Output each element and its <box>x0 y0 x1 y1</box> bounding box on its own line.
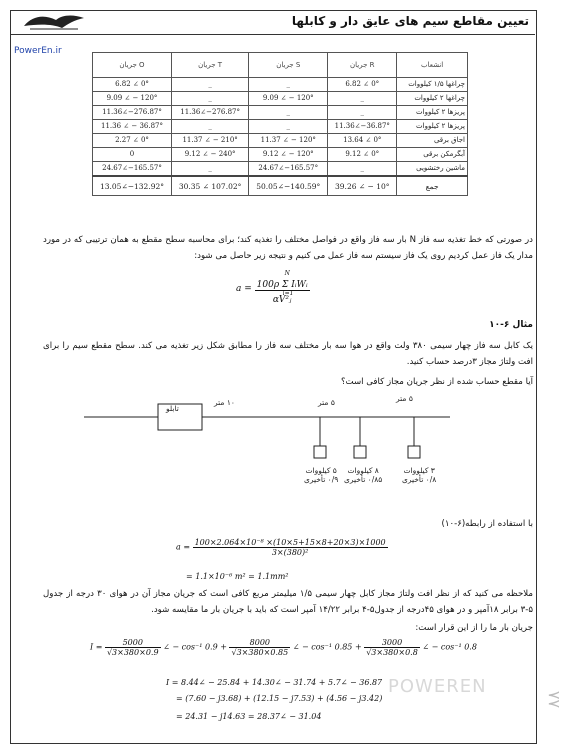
formula4-line3: = 24.31 − j14.63 = 28.37∠ − 31.04 <box>176 712 322 721</box>
page-number: ۸۸ <box>544 690 564 709</box>
load-label-2: ۸ کیلووات ۰/۸۵ تأخیری <box>344 466 383 484</box>
table-row <box>93 120 468 134</box>
table-row <box>93 78 468 92</box>
table-cell: 9.12 ∠ 0° <box>328 148 397 162</box>
table-cell: 11.36∠−276.87° <box>93 106 172 120</box>
table-cell: _ <box>328 162 397 177</box>
column-header: جریان R <box>328 53 397 78</box>
formula3-t1-den: √3×380×0.9 <box>106 648 159 657</box>
table-cell: 13.64 ∠ 0° <box>328 134 397 148</box>
table-cell: 9.12 ∠ − 120° <box>249 148 328 162</box>
table-row <box>93 134 468 148</box>
table-cell: 30.35 ∠ 107.02° <box>172 176 249 196</box>
table-cell: 9.09 ∠ − 120° <box>249 92 328 106</box>
formula3-t3-tail: ∠ − cos⁻¹ 0.8 <box>422 642 477 652</box>
segment-label-1: ۱۰ متر <box>214 398 235 407</box>
table-row <box>93 92 468 106</box>
table-cell: _ <box>172 120 249 134</box>
watermark: POWEREN <box>388 676 487 697</box>
sum-upper-limit: N <box>284 270 290 277</box>
load-box-2 <box>354 446 366 458</box>
load-label-1: ۵ کیلووات ۰/۹ تأخیری <box>304 466 339 484</box>
sum-lower-limit: i=1 <box>282 290 294 297</box>
table-cell: _ <box>172 162 249 177</box>
currents-table <box>92 52 468 196</box>
formula2-denominator: 3×(380)² <box>271 548 309 557</box>
logo-icon <box>22 12 86 32</box>
table-cell: 0 <box>93 148 172 162</box>
formula-section <box>236 272 310 305</box>
segment-label-2: ۵ متر <box>318 398 335 407</box>
formula2-numerator: 100×2.064×10⁻⁸ ×(10×5+15×8+20×3)×1000 <box>194 538 386 547</box>
table-cell: _ <box>249 106 328 120</box>
formula-numerator: 100ρ Σ IᵢWᵢ <box>256 280 308 290</box>
table-cell: 24.67∠−165.57° <box>249 162 328 177</box>
table-cell: 11.37 ∠ − 120° <box>249 134 328 148</box>
formula-section-2 <box>176 538 388 557</box>
panel-label: تابلو <box>166 404 179 413</box>
table-cell: 11.37 ∠ − 210° <box>172 134 249 148</box>
table-cell: 9.09 ∠ − 120° <box>93 92 172 106</box>
formula4-line2: = (7.60 − j3.68) + (12.15 − j7.53) + (4.56 − j3.42) <box>176 694 383 703</box>
formula3-t2-den: √3×380×0.85 <box>231 648 289 657</box>
paragraph-problem: یک کابل سه فاز چهار سیمی ۳۸۰ ولت واقع در هوا سه بار مختلف سه فاز را مطابق شکل زیر تغذیه می کند. سطح مقطع سیم را برای افت ولتاژ مجاز ۳درصد حساب کنید. <box>43 341 533 367</box>
load-name-cell: پریزها ۲ کیلووات <box>397 106 468 120</box>
load-name-cell: آبگرمکن برقی <box>397 148 468 162</box>
table-cell: _ <box>328 92 397 106</box>
paragraph-intro: در صورتی که خط تغذیه سه فاز N بار سه فاز واقع در فواصل مختلف را تغذیه کند؛ برای محاسبه سطح مقطع به همان ترتیبی که در مورد مدار یک فاز عمل کردیم روی یک فاز سیستم سه فاز عمل می کنیم و نتیجه زیر حاصل می شود: <box>43 235 533 261</box>
load-name-cell: ماشین رختشویی <box>397 162 468 177</box>
table-cell: جمع <box>397 176 468 196</box>
example-title: مثال ۶-۱۰ <box>489 320 533 330</box>
table-cell: 11.36 ∠ − 36.87° <box>93 120 172 134</box>
paragraph-formula-ref: با استفاده از رابطه(۶-۱۰) <box>441 519 533 529</box>
table-total-row <box>93 176 468 196</box>
table-cell: 24.67∠−165.57° <box>93 162 172 177</box>
paragraph-check: ملاحظه می کنید که از نظر افت ولتاژ مجاز کابل چهار سیمی ۱/۵ میلیمتر مربع کافی است که جریان مجاز آن در هوای ۳۰ درجه از جدول ۵-۳ برابر ۱۸آمپر و در هوای ۴۵درجه از جدول۵-۴ برابر ۱۴/۲۲ آمپر است که باید با جریان بار ما مقایسه شود. <box>43 589 534 615</box>
table-cell: 39.26 ∠ − 10° <box>328 176 397 196</box>
table-cell: 2.27 ∠ 0° <box>93 134 172 148</box>
table-cell: 9.12 ∠ − 240° <box>172 148 249 162</box>
page-header-title: تعیین مقاطع سیم های عایق دار و کابلها <box>291 14 529 28</box>
formula3-t2-num: 8000 <box>229 638 290 648</box>
formula-current <box>90 638 477 657</box>
column-header: جریان S <box>249 53 328 78</box>
formula-lhs: a = <box>236 284 252 294</box>
header-divider <box>10 34 535 35</box>
site-link[interactable]: PowerEn.ir <box>14 46 62 56</box>
table-cell: 11.36∠−276.87° <box>172 106 249 120</box>
table-cell: _ <box>249 120 328 134</box>
formula3-t1-num: 5000 <box>105 638 161 648</box>
table-row <box>93 106 468 120</box>
table-header-row <box>93 53 468 78</box>
table-cell: 11.36∠−36.87° <box>328 120 397 134</box>
formula4-line1: I = 8.44∠ − 25.84 + 14.30∠ − 31.74 + 5.7∠ − 36.87 <box>166 678 383 687</box>
formula-fraction <box>255 272 310 305</box>
column-header: جریان T <box>172 53 249 78</box>
formula3-t3-num: 3000 <box>364 638 420 648</box>
table-cell: _ <box>249 78 328 92</box>
formula3-lhs: I = <box>90 642 103 652</box>
table-cell: _ <box>172 92 249 106</box>
load-box-1 <box>314 446 326 458</box>
formula3-t2-tail: ∠ − cos⁻¹ 0.85 + <box>292 642 362 652</box>
table-cell: _ <box>328 106 397 120</box>
table-row <box>93 162 468 177</box>
table-cell: 50.05∠−140.59° <box>249 176 328 196</box>
load-name-cell: پریزها ۲ کیلووات <box>397 120 468 134</box>
distribution-panel <box>158 404 202 430</box>
table-cell: _ <box>172 78 249 92</box>
paragraph-question: آیا مقطع حساب شده از نظر جریان مجاز کافی است؟ <box>340 377 533 387</box>
column-header: جریان O <box>93 53 172 78</box>
load-name-cell: اجاق برقی <box>397 134 468 148</box>
segment-label-3: ۵ متر <box>396 394 413 403</box>
load-box-3 <box>408 446 420 458</box>
formula-denominator: αV²ⱼ <box>272 295 292 305</box>
formula3-t3-den: √3×380×0.8 <box>366 648 418 657</box>
paragraph-load-current: جریان بار ما را از این قرار است: <box>415 623 533 633</box>
table-cell: 13.05∠−132.92° <box>93 176 172 196</box>
formula2-result: = 1.1×10⁻⁶ m² = 1.1mm² <box>186 572 289 581</box>
formula2-lhs: a = <box>176 542 191 552</box>
circuit-diagram <box>84 392 464 472</box>
load-name-cell: چراغها ۱/۵ کیلووات <box>397 78 468 92</box>
formula3-t1-tail: ∠ − cos⁻¹ 0.9 + <box>163 642 227 652</box>
table-cell: 6.82 ∠ 0° <box>328 78 397 92</box>
column-header: انشعاب <box>397 53 468 78</box>
load-label-3: ۳ کیلووات ۰/۸ تأخیری <box>402 466 437 484</box>
load-name-cell: چراغها ۲ کیلووات <box>397 92 468 106</box>
table-row <box>93 148 468 162</box>
table-cell: 6.82 ∠ 0° <box>93 78 172 92</box>
